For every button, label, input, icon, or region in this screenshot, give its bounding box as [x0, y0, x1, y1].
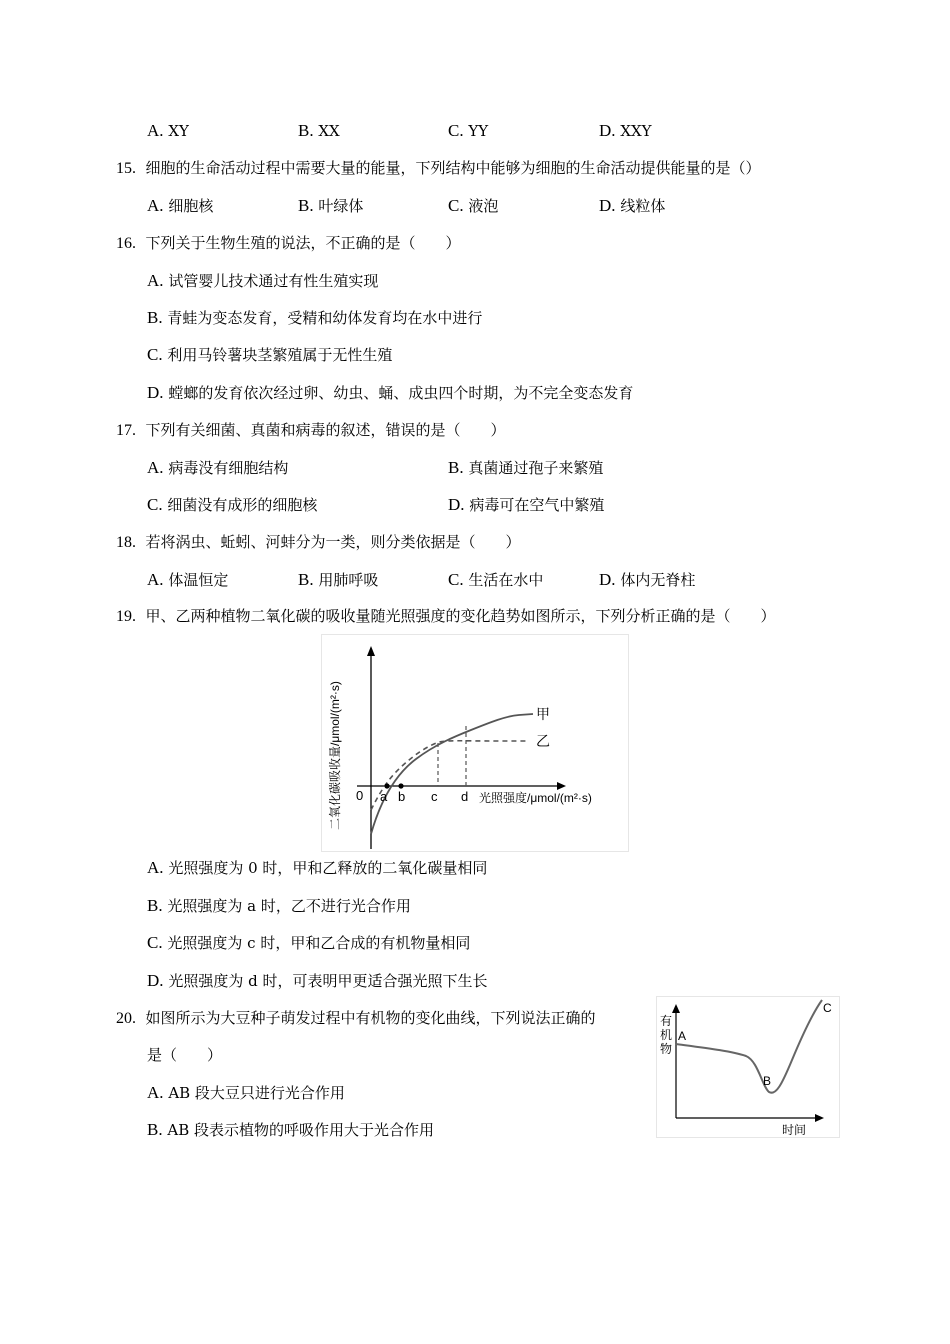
- point-b: [398, 783, 403, 788]
- x-axis-arrow: [815, 1114, 824, 1122]
- legend-jia: 甲: [536, 706, 550, 722]
- legend-yi: 乙: [536, 733, 550, 749]
- q16-option-d: D. 螳螂的发育依次经过卵、幼虫、蛹、成虫四个时期，为不完全变态发育: [147, 383, 634, 402]
- q18-option-c: C. 生活在水中: [448, 570, 544, 589]
- curve-jia: [371, 714, 533, 834]
- y-label-char-1: 有: [660, 1014, 673, 1028]
- y-label-char-3: 物: [660, 1042, 673, 1056]
- q15-stem: 15. 细胞的生命活动过程中需要大量的能量，下列结构中能够为细胞的生命活动提供能量的是（）: [116, 159, 761, 177]
- q15-option-a: A. 细胞核: [147, 196, 214, 215]
- q17-stem: 17. 下列有关细菌、真菌和病毒的叙述，错误的是（ ）: [116, 421, 506, 439]
- q19-option-d: D. 光照强度为 d 时，可表明甲更适合强光照下生长: [147, 971, 488, 990]
- q18-option-b: B. 用肺呼吸: [298, 570, 379, 589]
- x-axis-label: 时间: [782, 1123, 807, 1137]
- q17-option-d: D. 病毒可在空气中繁殖: [448, 495, 605, 514]
- q19-option-c: C. 光照强度为 c 时，甲和乙合成的有机物量相同: [147, 933, 471, 952]
- point-a: [384, 783, 389, 788]
- q18-option-a: A. 体温恒定: [147, 570, 229, 589]
- q14-option-b: B. XX: [298, 121, 340, 140]
- q18-option-d: D. 体内无脊柱: [599, 570, 696, 589]
- tick-c-label: c: [431, 789, 438, 804]
- q20-graph-svg: [656, 996, 840, 1138]
- point-c-label: C: [823, 1001, 832, 1015]
- point-a-label: A: [678, 1029, 687, 1043]
- q19-graph-svg: [321, 634, 629, 852]
- q17-option-c: C. 细菌没有成形的细胞核: [147, 495, 318, 514]
- y-axis-label: 二氧化碳吸收量/μmol/(m²·s): [328, 681, 342, 830]
- q19-stem: 19. 甲、乙两种植物二氧化碳的吸收量随光照强度的变化趋势如图所示，下列分析正确的是（ ）: [116, 607, 776, 625]
- q20-option-a: A. AB 段大豆只进行光合作用: [147, 1083, 345, 1102]
- q16-option-a: A. 试管婴儿技术通过有性生殖实现: [147, 271, 379, 290]
- figure-border: [322, 635, 629, 852]
- x-axis-arrow: [557, 782, 566, 790]
- x-axis-label: 光照强度/μmol/(m²·s): [479, 791, 592, 805]
- q20-option-b: B. AB 段表示植物的呼吸作用大于光合作用: [147, 1120, 435, 1139]
- q20-stem-line2: 是（ ）: [147, 1046, 223, 1064]
- y-axis-arrow: [367, 646, 375, 656]
- y-label-char-2: 机: [660, 1028, 673, 1042]
- q19-option-b: B. 光照强度为 a 时，乙不进行光合作用: [147, 896, 411, 915]
- q14-option-c: C. YY: [448, 121, 489, 140]
- tick-b-label: b: [398, 789, 406, 804]
- q20-organic-matter-graph: [656, 996, 840, 1138]
- q16-stem: 16. 下列关于生物生殖的说法，不正确的是（ ）: [116, 234, 461, 252]
- tick-a-label: a: [380, 789, 388, 804]
- q14-option-d: D. XXY: [599, 121, 652, 140]
- q15-option-b: B. 叶绿体: [298, 196, 364, 215]
- organic-matter-curve: [676, 1000, 822, 1093]
- q17-option-a: A. 病毒没有细胞结构: [147, 458, 289, 477]
- q16-option-c: C. 利用马铃薯块茎繁殖属于无性生殖: [147, 345, 393, 364]
- q14-option-a: A. XY: [147, 121, 189, 140]
- point-b-label: B: [763, 1074, 772, 1088]
- q19-co2-light-graph: [321, 634, 629, 852]
- q20-stem-line1: 20. 如图所示为大豆种子萌发过程中有机物的变化曲线，下列说法正确的: [116, 1009, 596, 1027]
- y-axis-arrow: [672, 1004, 680, 1013]
- tick-d-label: d: [461, 789, 469, 804]
- q15-option-d: D. 线粒体: [599, 196, 666, 215]
- q18-stem: 18. 若将涡虫、蚯蚓、河蚌分为一类，则分类依据是（ ）: [116, 533, 521, 551]
- q15-option-c: C. 液泡: [448, 196, 499, 215]
- origin-label: 0: [356, 788, 364, 803]
- q17-option-b: B. 真菌通过孢子来繁殖: [448, 458, 604, 477]
- q19-option-a: A. 光照强度为 0 时，甲和乙释放的二氧化碳量相同: [147, 858, 488, 877]
- q16-option-b: B. 青蛙为变态发育，受精和幼体发育均在水中进行: [147, 308, 483, 327]
